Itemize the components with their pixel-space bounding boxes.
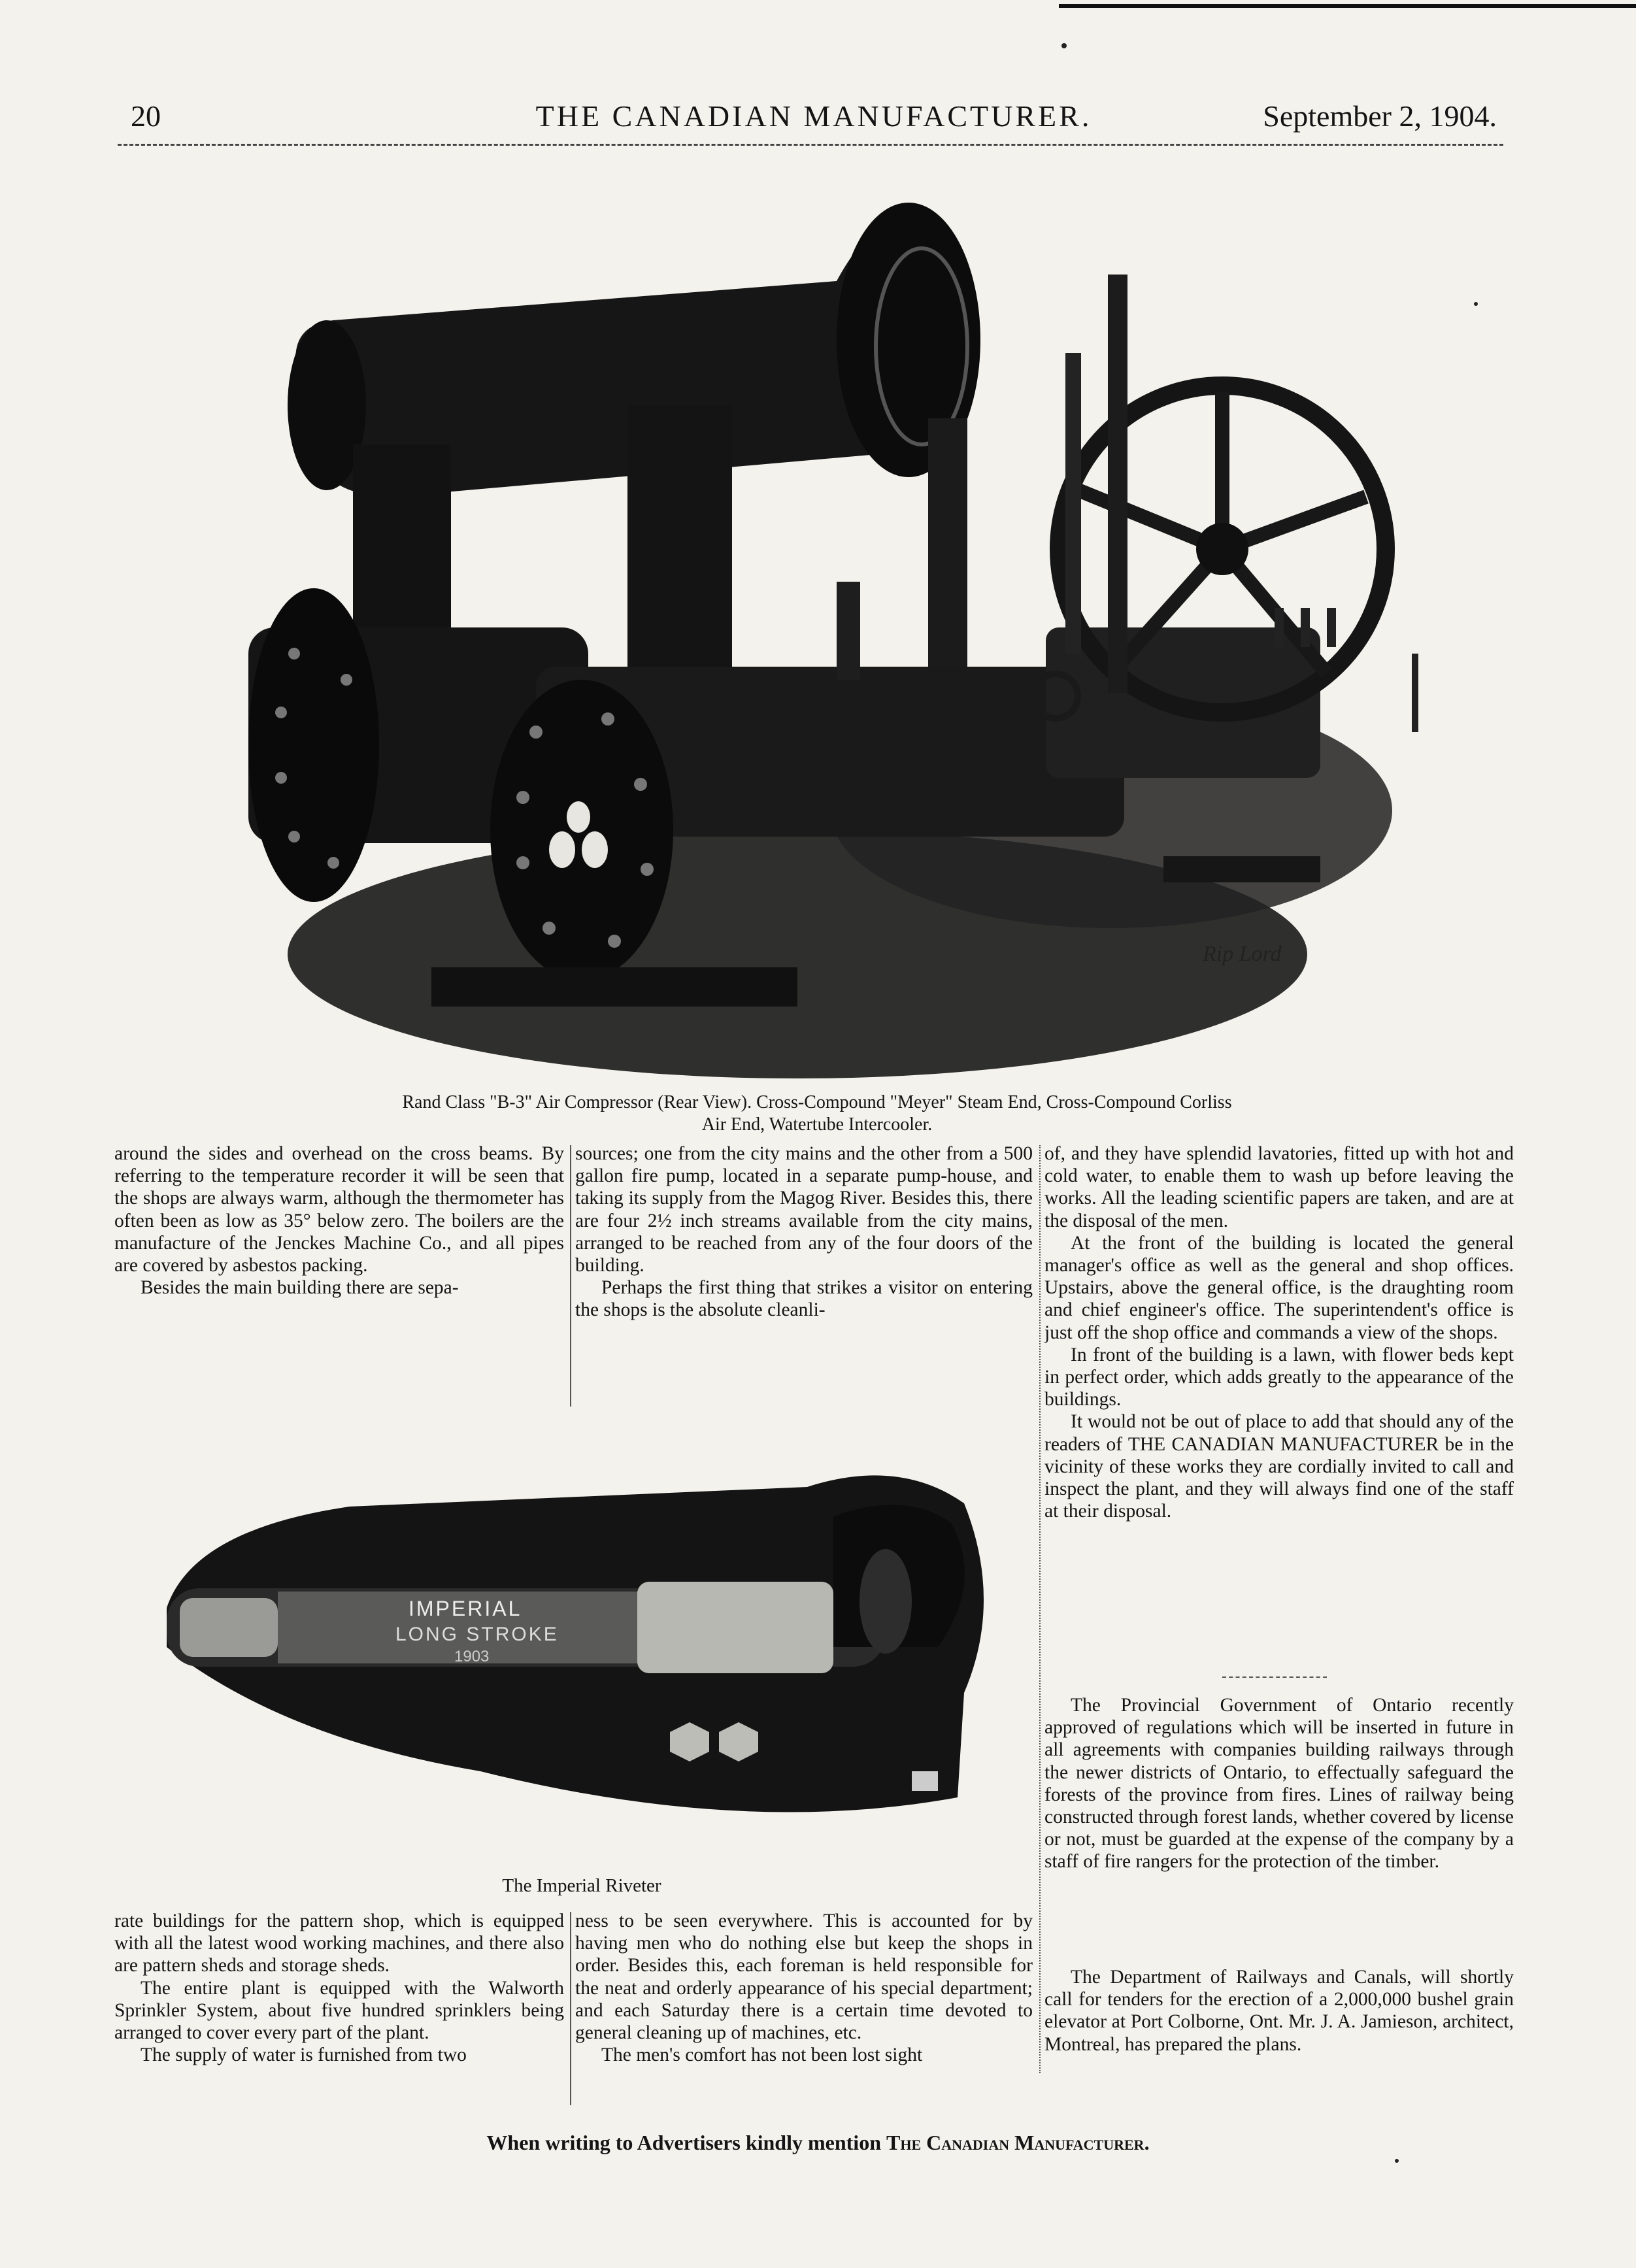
paragraph: The Provincial Government of Ontario recently approved of regulations which will be inserted in future in all agreements with companies building railways through the newer districts of Ontario, to effectually safeguard the forests of the province from fires. Lines of railway being constructed through forest lands, whether covered by license or not, must be guarded at the expense of the company by a staff of fire rangers for the protection of the timber. — [1044, 1695, 1514, 1873]
column-divider — [570, 1145, 571, 1407]
paragraph: rate buildings for the pattern shop, which is equipped with all the latest wood working machines, and there also are pattern sheds and storage sheds. — [114, 1910, 564, 1976]
paragraph: The entire plant is equipped with the Walworth Sprinkler System, about five hundred sprinklers being arranged to cover every part of the plant. — [114, 1977, 564, 2044]
compressor-drawing — [196, 157, 1425, 1085]
compressor-caption — [196, 1092, 1438, 1136]
footer-publication: The Canadian Manufacturer. — [886, 2131, 1150, 2154]
running-header — [131, 97, 1497, 136]
header-divider — [118, 144, 1503, 146]
paragraph: ness to be seen everywhere. This is accounted for by having men who do nothing else but keep the shops in order. Besides this, each foreman is held responsible for the neat and orderly appearance of his special department; and each Saturday there is a certain time devoted to general cleaning up of machines, etc. — [575, 1910, 1033, 2044]
column-divider — [1039, 1145, 1041, 2073]
column-1-lower — [114, 1910, 564, 2106]
riveter-engraving-brand: IMPERIAL — [409, 1597, 522, 1620]
paragraph: The men's comfort has not been lost sight — [601, 2044, 923, 2066]
riveter-caption: The Imperial Riveter — [502, 1875, 661, 1896]
paragraph: The supply of water is furnished from two — [141, 2044, 467, 2066]
column-3-article — [1044, 1142, 1514, 1664]
ink-speck — [1395, 2159, 1399, 2163]
page-number: 20 — [131, 99, 161, 133]
air-compressor-illustration — [196, 157, 1425, 1085]
paragraph: Perhaps the first thing that strikes a visitor on entering the shops is the absolute cleanli- — [575, 1277, 1033, 1321]
column-3-news-elevator — [1044, 1966, 1514, 2107]
paragraph: around the sides and overhead on the cross beams. By referring to the temperature recorder it will be seen that the shops are always warm, although the thermometer has often been as low as 35° below zero. The boilers are the manufacture of the Jenckes Machine Co., and all pipes are covered by asbestos packing. — [114, 1143, 564, 1276]
paragraph: In front of the building is a lawn, with flower beds kept in perfect order, which adds greatly to the appearance of the buildings. — [1044, 1344, 1514, 1410]
top-edge-rule — [1059, 4, 1636, 8]
artist-signature: Rip Lord — [1203, 942, 1282, 966]
journal-title: THE CANADIAN MANUFACTURER. — [535, 99, 1092, 133]
riveter-engraving-model: LONG STROKE — [395, 1624, 559, 1645]
issue-date: September 2, 1904. — [1263, 99, 1497, 133]
ink-speck — [1061, 43, 1067, 48]
paragraph: of, and they have splendid lavatories, fitted up with hot and cold water, to enable them to wash up before leaving the works. All the leading scientific papers are taken, and are at the disposal of the men. — [1044, 1143, 1514, 1231]
imperial-riveter-illustration — [154, 1431, 1016, 1837]
advertiser-footer — [0, 2129, 1636, 2156]
compressor-caption-line1: Rand Class "B-3" Air Compressor (Rear View). Cross-Compound "Meyer" Steam End, Cross-Compound Corliss — [402, 1092, 1232, 1112]
riveter-drawing — [154, 1431, 1016, 1837]
column-divider — [570, 1912, 571, 2105]
column-1-upper — [114, 1142, 564, 1410]
footer-text: When writing to Advertisers kindly mention — [486, 2131, 886, 2154]
riveter-engraving-year: 1903 — [454, 1648, 490, 1665]
column-2-upper — [575, 1142, 1033, 1410]
news-separator — [1222, 1676, 1327, 1678]
paragraph: Besides the main building there are sepa- — [141, 1277, 459, 1299]
paragraph: At the front of the building is located the general manager's office as well as the general and shop offices. Upstairs, above the general office, is the draughting room and chief engineer's office. The superintendent's office is just off the shop office and commands a view of the shops. — [1044, 1232, 1514, 1343]
compressor-caption-line2: Air End, Watertube Intercooler. — [701, 1114, 933, 1135]
paragraph: sources; one from the city mains and the other from a 500 gallon fire pump, located in a separate pump-house, and taking its supply from the Magog River. Besides this, there are four 2½ inch streams available from the city mains, arranged to be reached from any of the four doors of the building. — [575, 1143, 1033, 1276]
paragraph: It would not be out of place to add that should any of the readers of THE CANADIAN MANUFACTURER be in the vicinity of these works they are cordially invited to call and inspect the plant, and they will always find one of the staff at their disposal. — [1044, 1411, 1514, 1522]
column-3-news-forests — [1044, 1694, 1514, 1959]
ink-speck — [1474, 302, 1478, 306]
paragraph: The Department of Railways and Canals, will shortly call for tenders for the erection of a 2,000,000 bushel grain elevator at Port Colborne, Ont. Mr. J. A. Jamieson, architect, Montreal, has prepared the plans. — [1044, 1967, 1514, 2055]
column-2-lower — [575, 1910, 1033, 2106]
